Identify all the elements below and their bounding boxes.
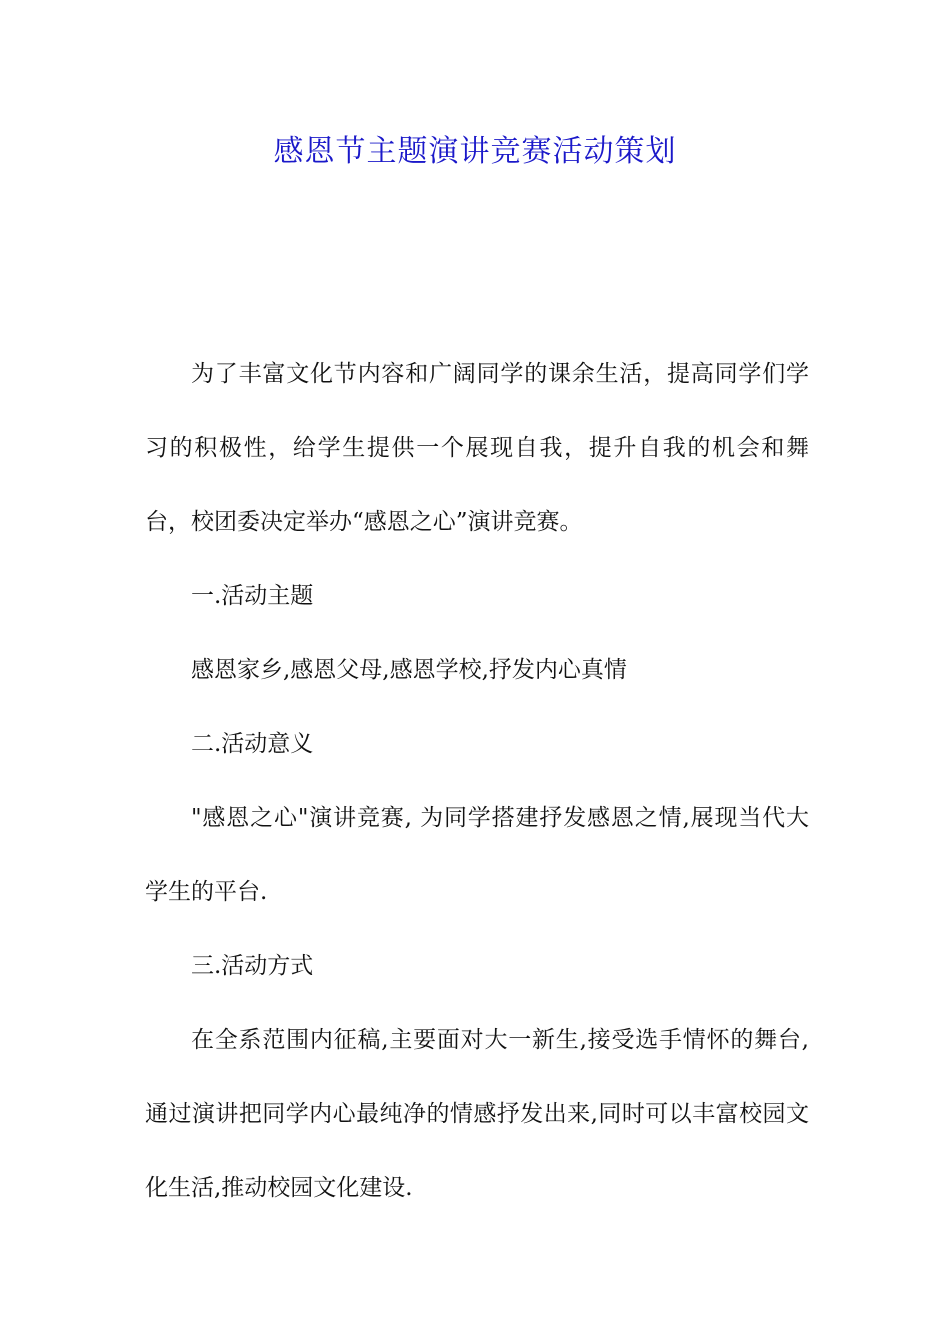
section-body-method: 在全系范围内征稿,主要面对大一新生,接受选手情怀的舞台,通过演讲把同学内心最纯净的情感抒发出来,同时可以丰富校园文化生活,推动校园文化建设. xyxy=(145,1027,809,1201)
section-heading-theme: 一.活动主题 xyxy=(191,583,314,609)
document-body xyxy=(145,337,809,1225)
section-heading-method: 三.活动方式 xyxy=(191,953,314,979)
section-heading-significance: 二.活动意义 xyxy=(191,731,314,757)
document-title: 感恩节主题演讲竞赛活动策划 xyxy=(273,134,677,169)
section-body-significance: "感恩之心"演讲竞赛, 为同学搭建抒发感恩之情,展现当代大学生的平台. xyxy=(145,805,809,905)
section-body-theme: 感恩家乡,感恩父母,感恩学校,抒发内心真情 xyxy=(191,657,627,683)
intro-paragraph: 为了丰富文化节内容和广阔同学的课余生活，提高同学们学习的积极性，给学生提供一个展现自我，提升自我的机会和舞台，校团委决定举办“感恩之心”演讲竞赛。 xyxy=(145,361,809,535)
